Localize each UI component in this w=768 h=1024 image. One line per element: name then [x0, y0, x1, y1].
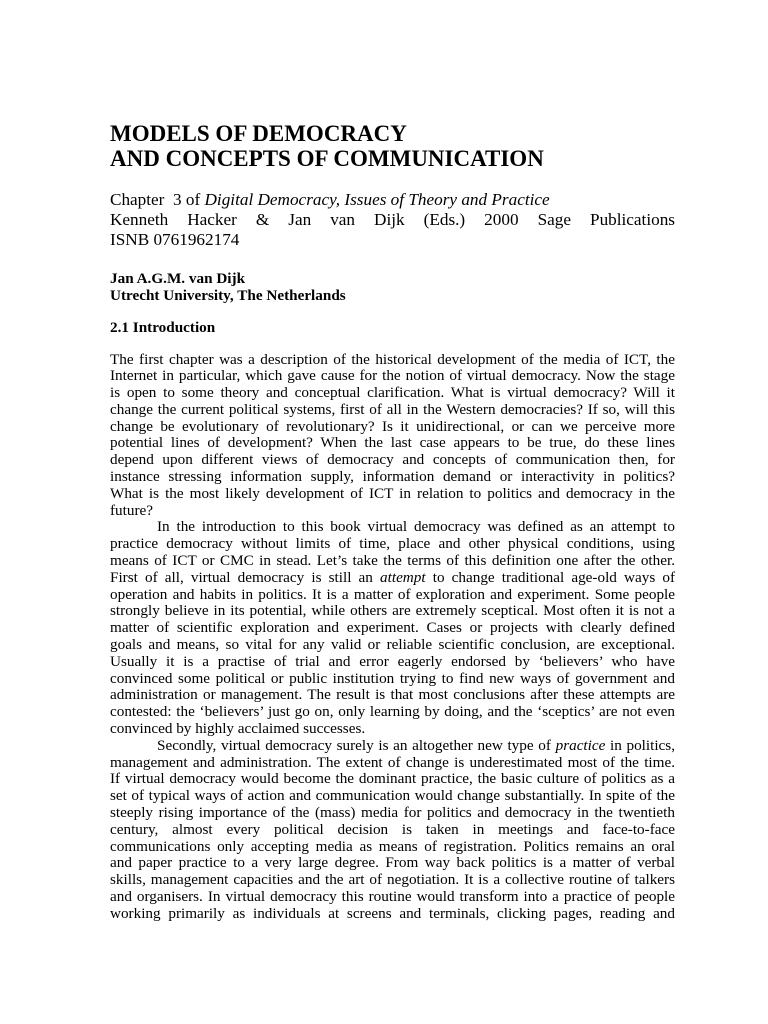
italic-text: practice — [555, 736, 606, 754]
text-line: change the current political systems, first of all in the Western democracies? If so, will this — [110, 400, 675, 418]
text-line: management and administration. The extent of change is underestimated most of the time. — [110, 753, 675, 771]
text-line: Usually it is a practise of trial and error eagerly endorsed by ‘believers’ who have — [110, 652, 675, 670]
paragraph — [110, 519, 675, 737]
text-line: In the introduction to this book virtual democracy was defined as an attempt to — [157, 518, 675, 536]
text-line: If virtual democracy would become the dominant practice, the basic culture of politics as a — [110, 770, 675, 788]
isbn-line: ISNB 0761962174 — [110, 230, 240, 249]
text-line: convinced some political or public institution trying to find new ways of government and — [110, 669, 675, 687]
text-line: and paper practice to a very large degree. From way back politics is a matter of verbal — [110, 854, 675, 872]
text-line: administration or management. The result is that most conclusions after these attempts are — [110, 686, 675, 704]
paragraph — [110, 352, 675, 520]
text-line: set of typical ways of action and communication would change substantially. In spite of the — [110, 787, 675, 805]
title-line-2: AND CONCEPTS OF COMMUNICATION — [110, 145, 544, 171]
text-line: future? — [110, 501, 154, 519]
text-line: communications only accepting media as means of registration. Politics remains an oral — [110, 837, 675, 855]
text-line: Internet in particular, which gave cause for the notion of virtual democracy. Now the stage — [110, 367, 675, 385]
author-name: Jan A.G.M. van Dijk — [110, 269, 246, 287]
text-line: convinced by highly acclaimed successes. — [110, 720, 366, 738]
title-line-1: MODELS OF DEMOCRACY — [110, 120, 407, 146]
text-line: means of ICT or CMC in stead. Let’s take the terms of this definition one after the other. — [110, 552, 675, 570]
author-block — [110, 270, 675, 304]
author-affiliation: Utrecht University, The Netherlands — [110, 286, 346, 304]
section-heading: 2.1 Introduction — [110, 318, 216, 336]
text-line: goals and means, so vital for any valid or reliable scientific conclusion, are exceptional. — [110, 636, 675, 654]
text-run: to change traditional age-old ways of — [425, 568, 676, 586]
text-line: working primarily as individuals at screens and terminals, clicking pages, reading and — [110, 904, 675, 922]
text-line — [110, 570, 675, 587]
text-line: operation and habits in politics. It is a matter of exploration and experiment. Some people — [110, 585, 675, 603]
chapter-line — [110, 190, 675, 210]
text-run: First of all, virtual democracy is still an — [110, 568, 381, 586]
text-line: steeply rising importance of the (mass) media for politics and democracy in the twentieth — [110, 804, 675, 822]
text-line: potential lines of development? When the last case appears to be true, do these lines — [110, 434, 675, 452]
text-line — [110, 738, 675, 755]
text-line: strongly believe in its potential, while others are extremely sceptical. Most often it is not a — [110, 602, 675, 620]
chapter-citation — [110, 190, 675, 250]
book-title: Digital Democracy, Issues of Theory and Practice — [204, 190, 550, 209]
document-title — [110, 121, 675, 171]
italic-text: attempt — [380, 568, 426, 586]
text-line: practice democracy without limits of time, place and other physical conditions, using — [110, 535, 675, 553]
text-line: is open to some theory and conceptual clarification. What is virtual democracy? Will it — [110, 384, 675, 402]
text-line: The first chapter was a description of the historical development of the media of ICT, the — [110, 350, 675, 368]
text-line: and organisers. In virtual democracy this routine would transform into a practice of people — [110, 888, 675, 905]
text-run: in politics, — [605, 736, 676, 754]
text-line: matter of scientific exploration and experiment. Cases or projects with clearly defined — [110, 619, 675, 637]
text-run: Secondly, virtual democracy surely is an altogether new type of — [157, 736, 556, 754]
text-line: depend upon different views of democracy and concepts of communication then, for — [110, 451, 675, 469]
text-line: instance stressing information supply, information demand or interactivity in politics? — [110, 468, 675, 486]
text-line: What is the most likely development of ICT in relation to politics and democracy in the — [110, 484, 675, 502]
text-line: change be evolutionary of revolutionary? Is it unidirectional, or can we perceive more — [110, 417, 675, 435]
text-line: century, almost every political decision is taken in meetings and face-to-face — [110, 820, 675, 838]
text-line: skills, management capacities and the art of negotiation. It is a collective routine of talkers — [110, 871, 675, 889]
chapter-prefix: Chapter 3 of — [110, 190, 205, 209]
text-line: contested: the ‘believers’ just go on, only learning by doing, and the ‘sceptics’ are not even — [110, 703, 675, 721]
paragraph — [110, 738, 675, 923]
body-text — [110, 352, 675, 923]
editors-line: Kenneth Hacker & Jan van Dijk (Eds.) 2000 Sage Publications — [110, 210, 675, 229]
